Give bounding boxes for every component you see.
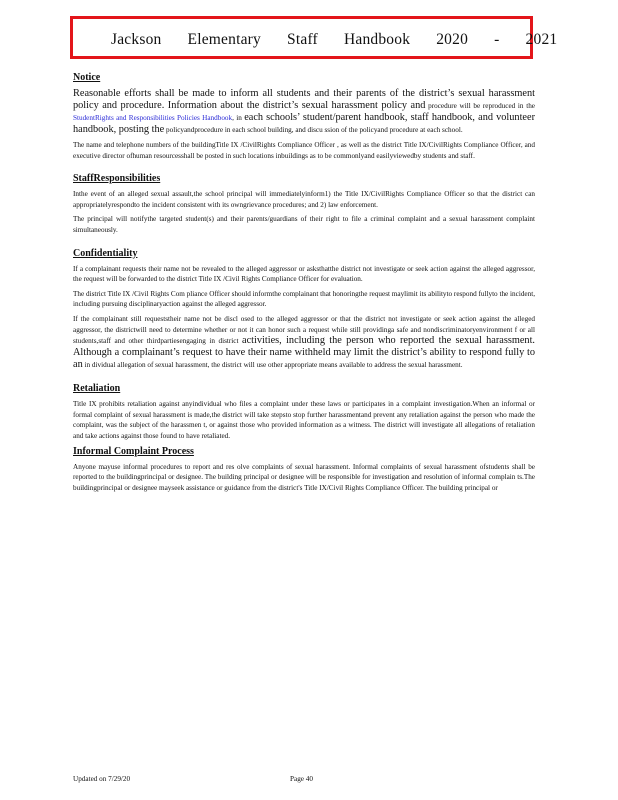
notice-heading: Notice <box>73 72 101 83</box>
informal-complaint-paragraph: Anyone mayuse informal procedures to report and res olve complaints of sexual harassment. Informal complaints of sexual harassment ofstudents shall be reported to the buildingprincipal or designee. The building principal or designee will be responsible for investigation and resolution of informal complain ts.The buildingprincipal or designee mayseek assistance or guidance from the district's Title IX/Civil Rights Compliance Officer. The building principal or <box>73 462 535 492</box>
notice-paragraph-2: The name and telephone numbers of the buildingTitle IX /CivilRights Compliance Officer , as well as the district Title IX/CivilRights Compliance Officer, and executive director ofhuman resourcesshall be posted in such locations inbuildings as to be commonlyand easilyviewedby students and staff. <box>73 141 535 160</box>
page-number: Page 40 <box>290 775 313 783</box>
staff-responsibilities-heading: StaffResponsibilities <box>73 173 161 185</box>
notice-paragraph-1: Reasonable efforts shall be made to inform all students and their parents of the district’s sexual harassment policy and procedure. Information about the district’s sexual harassment policy and procedure will be reproduced in the StudentRights and Responsibilities Policies Handbook, in each schools’ student/parent handbook, staff handbook, and volunteer handbook, posting the policyandprocedure in each school building, and discu ssion of the policyand procedure at each school. <box>73 88 536 135</box>
policies-handbook-link[interactable]: StudentRights and Responsibilities Policies Handbook <box>73 114 233 122</box>
updated-date: Updated on 7/29/20 <box>73 775 131 783</box>
retaliation-paragraph: Title IX prohibits retaliation against anyindividual who files a complaint under these laws or participates in a complaint investigation.When an informal or formal complaint of sexual harassment is made,the district will take stepsto stop further harassmentand prevent any retaliation against the person who made the complaint, was the subject of the harassmen t, or against those who provided information as a witness. The district will investigate all allegations of retaliation and take actions against those found to have retaliated. <box>73 400 535 440</box>
retaliation-heading: Retaliation <box>73 383 121 395</box>
document-body <box>73 72 535 493</box>
confidentiality-paragraph-1: If a complainant requests their name not be revealed to the alleged aggressor or asksthatthe district not investigate or seek action against the alleged aggressor, the request will be forwarded to the district Title IX /Civil Rights Compliance Officer for evaluation. <box>73 264 535 284</box>
staff-paragraph-2: The principal will notifythe targeted student(s) and their parents/guardians of their right to file a criminal complaint and a sexual harassment complaint simultaneously. <box>73 215 535 234</box>
staff-paragraph-1: Inthe event of an alleged sexual assault,the school principal will immediatelyinform1) the Title IX/CivilRights Compliance Officer so that the district can appropriatelyrespondto the incident consistent with its owngrievance procedures; and 2) law enforcement. <box>73 190 535 209</box>
confidentiality-paragraph-3: If the complainant still requeststheir name not be discl osed to the alleged aggressor or that the district not investigate or seek action against the alleged aggressor, the districtwill need to determine whether or not it can honor such a request while still providinga safe and nondiscriminatoryenvironment f or all students,staff and other thirdpartiesengaging in district activities, including the person who reported the sexual harassment. Although a complainant’s request to have their name withheld may limit the district’s ability to respond fully to an in dividual allegation of sexual harassment, the district will use other appropriate means available to address the sexual harassment. <box>73 314 536 371</box>
handbook-title: Jackson Elementary Staff Handbook 2020 - 2021 <box>111 31 558 48</box>
page-footer <box>73 774 535 784</box>
confidentiality-heading: Confidentiality <box>73 247 138 259</box>
informal-complaint-heading: Informal Complaint Process <box>73 445 194 457</box>
confidentiality-paragraph-2: The district Title IX /Civil Rights Com pliance Officer should informthe complainant that honoringthe request maylimit its abilityto respond fullyto the incident, including pursuing disciplinaryaction against the alleged aggressor. <box>73 289 535 309</box>
header-box <box>70 16 558 59</box>
